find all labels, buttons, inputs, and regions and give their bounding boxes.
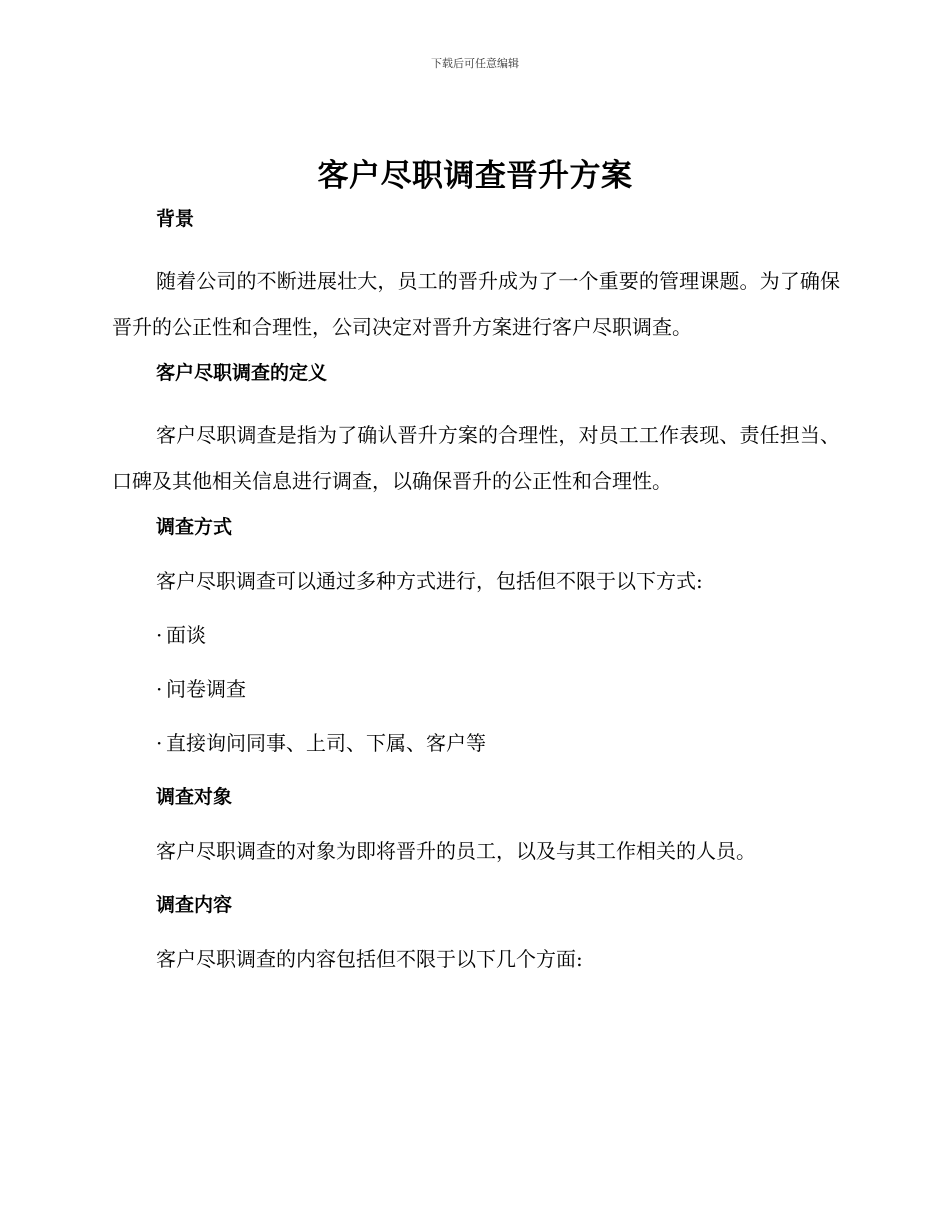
section-background — [112, 204, 840, 350]
section-paragraph: 客户尽职调查的内容包括但不限于以下几个方面: — [156, 947, 583, 971]
bullet-item — [112, 674, 840, 704]
section-heading: 调查方式 — [156, 516, 233, 538]
bullet-marker: · — [156, 731, 163, 755]
section-heading: 调查内容 — [156, 894, 233, 916]
bullet-marker: · — [156, 623, 163, 647]
section-heading: 背景 — [156, 208, 195, 230]
bullet-text: 问卷调查 — [166, 677, 246, 701]
section-paragraph: 客户尽职调查是指为了确认晋升方案的合理性，对员工工作表现、责任担当、口碑及其他相关信息进行调查，以确保晋升的公正性和合理性。 — [112, 423, 840, 493]
document-title: 客户尽职调查晋升方案 — [317, 158, 633, 194]
section-target — [112, 782, 840, 866]
section-heading: 客户尽职调查的定义 — [156, 362, 328, 384]
header-note: 下载后可任意编辑 — [431, 57, 519, 70]
document-body — [112, 204, 840, 998]
section-paragraph: 客户尽职调查可以通过多种方式进行，包括但不限于以下方式: — [156, 569, 703, 593]
bullet-item — [112, 728, 840, 758]
section-heading: 调查对象 — [156, 786, 233, 808]
bullet-text: 面谈 — [166, 623, 206, 647]
section-paragraph: 客户尽职调查的对象为即将晋升的员工，以及与其工作相关的人员。 — [156, 839, 756, 863]
section-content — [112, 890, 840, 974]
section-paragraph: 随着公司的不断进展壮大，员工的晋升成为了一个重要的管理课题。为了确保晋升的公正性和合理性，公司决定对晋升方案进行客户尽职调查。 — [112, 269, 840, 339]
section-method — [112, 512, 840, 758]
bullet-text: 直接询问同事、上司、下属、客户等 — [166, 731, 486, 755]
section-definition — [112, 358, 840, 504]
bullet-item — [112, 620, 840, 650]
bullet-marker: · — [156, 677, 163, 701]
